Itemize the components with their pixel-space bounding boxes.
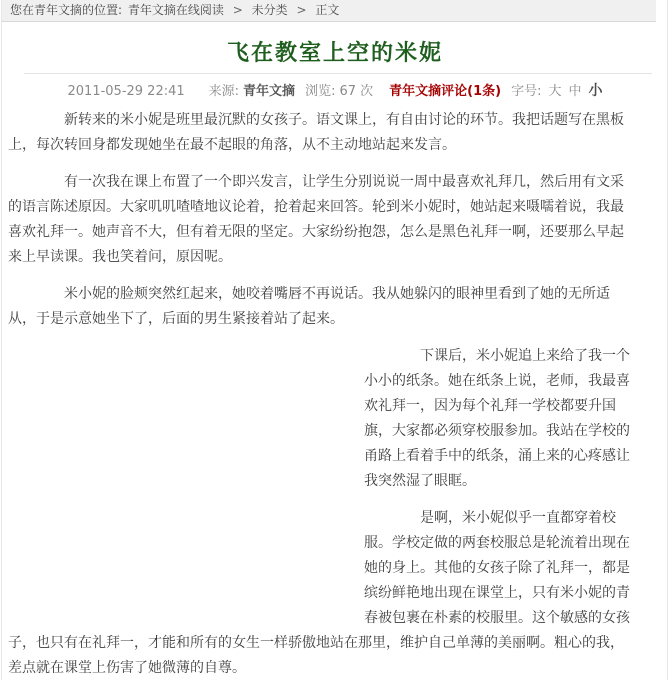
breadcrumb-current: 正文 — [315, 3, 340, 17]
breadcrumb-link-category[interactable]: 未分类 — [251, 3, 288, 17]
breadcrumb-separator: > — [232, 3, 243, 17]
article-paragraph-5: 是啊，米小妮似乎一直都穿着校服。学校定做的两套校服总是轮流着出现在她的身上。其他的女孩子除了礼拜一，都是缤纷鲜艳地出现在课堂上，只有米小妮的青春被包裹在朴素的校服里。这个敏感的女孩子，也只有在礼拜一，才能和所有的女生一样骄傲地站在那里，维护自己单薄的美丽啊。粗心的我，差点就在课堂上伤害了她微薄的自尊。 — [8, 510, 630, 676]
breadcrumb-separator: > — [296, 3, 307, 17]
article-paragraph-4: 下课后，米小妮追上来给了我一个小小的纸条。她在纸条上说，老师，我最喜欢礼拜一，因为每个礼拜一学校都要升国旗，大家都必须穿校服参加。我站在学校的甬路上看着手中的纸条，涌上来的心疼感让我突然湿了眼眶。 — [364, 348, 630, 489]
page-left-border — [1, 0, 2, 680]
fontsize-label: 字号: — [511, 84, 542, 99]
empty-ad-region — [8, 344, 364, 616]
source-label: 来源: — [208, 84, 240, 99]
page-right-border — [667, 0, 668, 680]
breadcrumb — [2, 0, 656, 22]
article-paragraph-1: 新转来的米小妮是班里最沉默的女孩子。语文课上，有自由讨论的环节。我把话题写在黑板上，每次转回身都发现她坐在最不起眼的角落，从不主动地站起来发言。 — [8, 112, 624, 153]
page-title: 飞在教室上空的米妮 — [226, 41, 443, 66]
publish-date: 2011-05-29 22:41 — [67, 84, 185, 99]
article-paragraph-2: 有一次我在课上布置了一个即兴发言，让学生分别说说一周中最喜欢礼拜几，然后用有文采的语言陈述原因。大家叽叽喳喳地议论着，抢着起来回答。轮到米小妮时，她站起来嗫嚅着说，我最喜欢礼拜一。她声音不大，但有着无限的坚定。大家纷纷抱怨，怎么是黑色礼拜一啊，还要那么早起来上早读课。我也笑着问，原因呢。 — [8, 174, 624, 265]
article-paragraph-3: 米小妮的脸颊突然红起来，她咬着嘴唇不再说话。我从她躲闪的眼神里看到了她的无所适从，于是示意她坐下了，后面的男生紧接着站了起来。 — [8, 286, 610, 327]
breadcrumb-prefix: 您在青年文摘的位置: — [10, 3, 123, 17]
breadcrumb-link-online-reading[interactable]: 青年文摘在线阅读 — [127, 3, 224, 17]
fontsize-large-button[interactable]: 大 — [548, 84, 562, 99]
source-name-link[interactable]: 青年文摘 — [243, 84, 296, 99]
fontsize-medium-button[interactable]: 中 — [568, 84, 582, 99]
article-meta — [0, 83, 670, 100]
views-count: 67 次 — [339, 84, 374, 99]
article-body — [0, 108, 670, 681]
fontsize-small-button[interactable]: 小 — [588, 83, 603, 99]
title-divider — [24, 73, 652, 74]
views-label: 浏览: — [305, 84, 336, 99]
comments-link[interactable]: 青年文摘评论(1条) — [389, 84, 502, 99]
